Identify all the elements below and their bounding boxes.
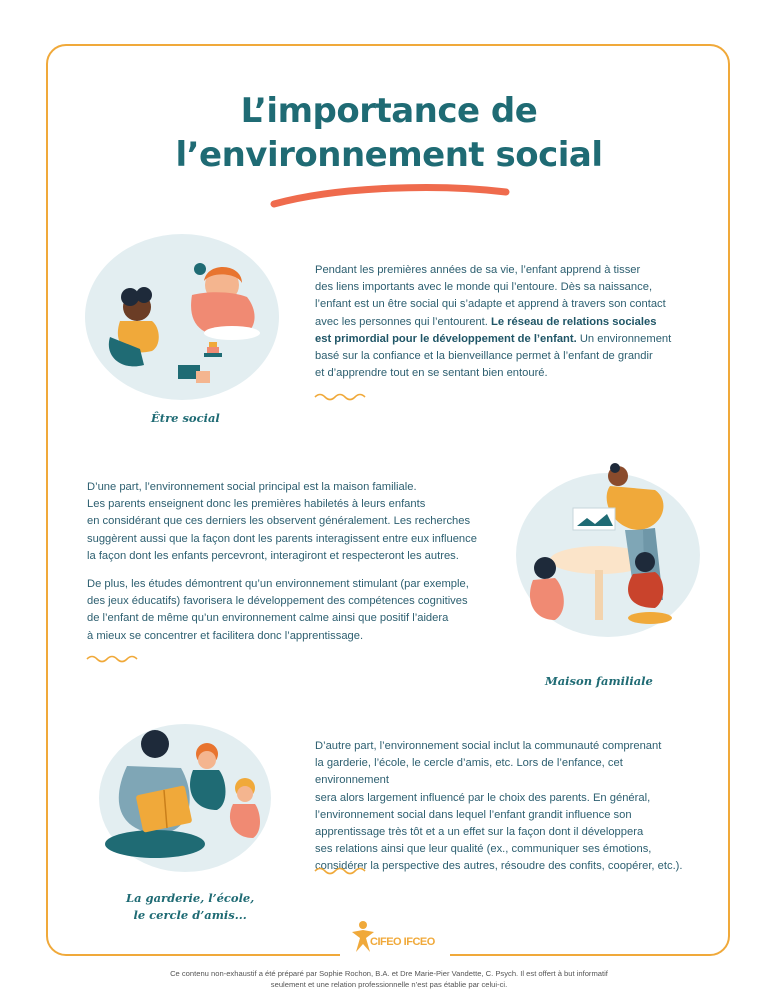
intro-line: Un environnement — [576, 332, 672, 345]
family-line: De plus, les études démontrent qu’un environnement stimulant (par exemple, — [87, 578, 469, 590]
footer-line: seulement et une relation professionnelle n’est pas établie par celui-ci. — [270, 980, 508, 989]
family-home-paragraph-2 — [87, 576, 497, 645]
intro-bold-text: Le réseau de relations sociales — [491, 315, 657, 328]
wave-divider-3 — [315, 866, 370, 876]
social-being-illustration — [82, 225, 282, 405]
community-line: ses relations ainsi que leur qualité (ex., communiquer ses émotions, — [315, 843, 652, 856]
intro-line: avec les personnes qui l’entourent. — [315, 315, 488, 328]
caption-line: La garderie, l’école, — [126, 891, 255, 905]
community-illustration — [97, 720, 277, 880]
family-line: suggèrent aussi que la façon dont les parents interagissent entre eux influence — [87, 532, 477, 545]
community-line: sera alors largement influencé par le choix des parents. En général, — [315, 791, 651, 804]
community-line: D’autre part, l’environnement social inclut la communauté comprenant — [315, 740, 662, 752]
intro-paragraph — [315, 262, 695, 382]
family-home-illustration — [515, 460, 700, 640]
wave-divider-1 — [315, 392, 370, 402]
page-title-line2: l’environnement social — [175, 135, 603, 175]
footer-disclaimer — [0, 968, 778, 990]
community-paragraph — [315, 738, 695, 876]
logo-text: CIFEO IFCEO — [370, 936, 435, 948]
family-line: des jeux éducatifs) favorisera le développement des compétences cognitives — [87, 595, 468, 608]
family-home-paragraph-1 — [87, 479, 497, 565]
title-underline — [270, 182, 510, 212]
caption-line: le cercle d’amis... — [133, 908, 247, 922]
community-line: la garderie, l’école, le cercle d’amis, etc. Lors de l’enfance, cet environnement — [315, 757, 623, 787]
cifeo-logo — [340, 918, 450, 962]
community-line: considérer la perspective des autres, résoudre des confits, coopérer, etc.). — [315, 860, 683, 873]
family-line: de l’enfant de même qu’un environnement calme ainsi que positif l’aidera — [87, 612, 449, 625]
community-line: apprentissage très tôt et a un effet sur la façon dont il développera — [315, 826, 644, 839]
family-line: Les parents enseignent donc les premières habiletés à leurs enfants — [87, 498, 426, 511]
wave-divider-2 — [87, 654, 142, 664]
family-line: à mieux se concentrer et facilitera donc l’apprentissage. — [87, 629, 364, 642]
caption-family-home: Maison familiale — [545, 674, 653, 688]
caption-social-being: Être social — [151, 411, 220, 425]
family-line: en considérant que ces derniers les observent généralement. Les recherches — [87, 515, 471, 528]
footer-line: Ce contenu non-exhaustif a été préparé par Sophie Rochon, B.A. et Dre Marie-Pier Vandette, C. Psych. Il est offert à but informatif — [170, 969, 608, 978]
intro-line: et d’apprendre tout en se sentant bien entouré. — [315, 367, 548, 380]
intro-line: des liens importants avec le monde qui l’entoure. Dès sa naissance, — [315, 281, 653, 294]
intro-line: Pendant les premières années de sa vie, l’enfant apprend à tisser — [315, 264, 641, 276]
intro-line: basé sur la confiance et la bienveillance permet à l’enfant de grandir — [315, 350, 653, 363]
intro-line: l’enfant est un être social qui s’adapte et apprend à travers son contact — [315, 298, 666, 311]
family-line: la façon dont les enfants percevront, interagiront et respecteront les autres. — [87, 549, 459, 562]
family-line: D’une part, l’environnement social principal est la maison familiale. — [87, 481, 417, 493]
page-title-line1: L’importance de — [240, 91, 538, 131]
caption-community — [126, 890, 254, 924]
community-line: l’environnement social dans lequel l’enfant grandit influence son — [315, 808, 632, 821]
intro-bold-text: est primordial pour le développement de l’enfant. — [315, 332, 577, 345]
